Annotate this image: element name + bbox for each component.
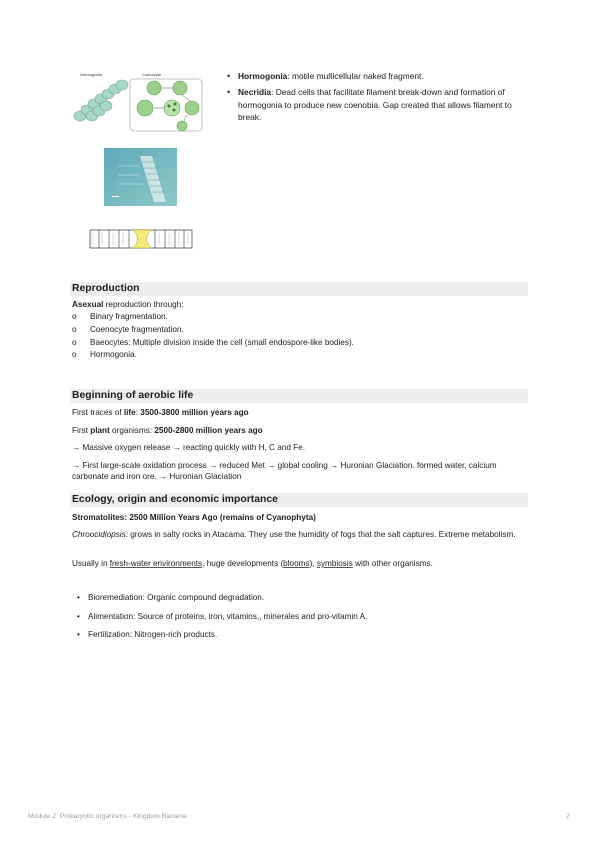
aerobic-line-2 <box>72 425 527 436</box>
bullet-term: Hormogonia <box>238 71 288 81</box>
aerobic-line-1 <box>72 407 527 418</box>
filament-necridium-image <box>89 227 193 251</box>
hormogonia-diagram <box>72 70 210 136</box>
list-marker: o <box>72 350 77 360</box>
filament-svg <box>89 227 193 251</box>
underlined-run: symbiosis <box>316 559 353 568</box>
text-run: Usually in <box>72 559 110 568</box>
list-item-text: Binary fragmentation. <box>90 312 168 321</box>
aerobic-line-3: → Massive oxygen release → reacting quickly with H, C and Fe. <box>72 443 305 452</box>
hormogonia-diagram-svg <box>72 70 210 136</box>
text-run: , huge developments ( <box>202 559 284 568</box>
italic-run: Chroocidiopsis <box>72 530 126 539</box>
diagram-label-left: Hormogonia <box>80 72 102 77</box>
stromatolites-line: Stromatolites: 2500 Million Years Ago (remains of Cyanophyta) <box>72 513 316 522</box>
section-heading-aerobic: Beginning of aerobic life <box>70 389 528 403</box>
chroocidiopsis-paragraph <box>72 529 527 540</box>
text-run: First <box>72 426 91 435</box>
list-marker: o <box>72 324 77 334</box>
bold-run: plant <box>90 426 110 435</box>
intro-text: reproduction through: <box>103 300 184 309</box>
list-item <box>72 324 527 337</box>
list-item-text: Hormogonia. <box>90 350 137 360</box>
bullet-text: : Dead cells that facilitate filament break-down and formation of hormogonia to produce new coenobia. Gap created that allows filament to break. <box>238 87 512 123</box>
text-run: : <box>135 408 141 417</box>
bullet-text: : motile multicellular naked fragment. <box>287 71 424 81</box>
bold-run: life <box>123 408 136 417</box>
footer-module-title: Module 2: Prokaryotic organisms - Kingdom Bacteria <box>28 813 187 820</box>
list-item <box>72 311 527 324</box>
micrograph-image <box>104 148 177 206</box>
reproduction-intro <box>72 299 527 310</box>
list-marker: o <box>72 312 77 321</box>
list-item-text: Coenocyte fragmentation. <box>90 324 184 334</box>
list-item <box>226 86 536 123</box>
list-item: • Bioremediation: Organic compound degradation. <box>72 592 527 603</box>
list-marker: o <box>72 337 77 347</box>
list-item <box>72 349 527 362</box>
underlined-run: blooms <box>283 559 310 568</box>
section-heading-ecology: Ecology, origin and economic importance <box>70 493 528 507</box>
importance-list <box>72 592 527 648</box>
bold-run: 3500-3800 million years ago <box>140 408 249 417</box>
intro-bold: Asexual <box>72 300 104 309</box>
text-run: : grows in salty rocks in Atacama. They use the humidity of fogs that the salt captures. Extreme metabolism. <box>125 530 516 539</box>
usually-paragraph <box>72 558 527 569</box>
cell-cycle <box>137 81 199 131</box>
micrograph-svg <box>104 148 177 206</box>
list-item <box>72 337 527 350</box>
aerobic-line-4: → First large-scale oxidation process → reduced Met → global cooling → Huronian Glaciation. formed water, calcium carbonate and iron ore. → Huronian Glaciation <box>72 461 497 481</box>
text-run: First traces of <box>72 408 124 417</box>
diagram-label-right: Coenocyte <box>142 72 162 77</box>
text-run: organisms: <box>109 426 155 435</box>
section-heading-reproduction: Reproduction <box>70 282 528 296</box>
underlined-run: fresh-water environments <box>109 559 203 568</box>
filament-chain <box>74 80 128 121</box>
reproduction-list <box>72 311 527 362</box>
text-run: ), <box>309 559 317 568</box>
list-item: • Fertilization: Nitrogen-rich products. <box>72 629 527 640</box>
bold-run: 2500-2800 million years ago <box>154 426 263 435</box>
list-item-text: Baeocytes: Multiple division inside the cell (small endospore-like bodies). <box>90 337 354 347</box>
bullet-term: Necridia <box>238 87 272 98</box>
text-run: with other organisms. <box>352 559 433 568</box>
list-item: • Alimentation: Source of proteins, iron, vitamins,, minerales and pro-vitamin A. <box>72 611 527 622</box>
list-item <box>226 70 536 82</box>
footer-page-number: 2 <box>566 813 570 820</box>
top-bullet-list <box>226 70 536 128</box>
